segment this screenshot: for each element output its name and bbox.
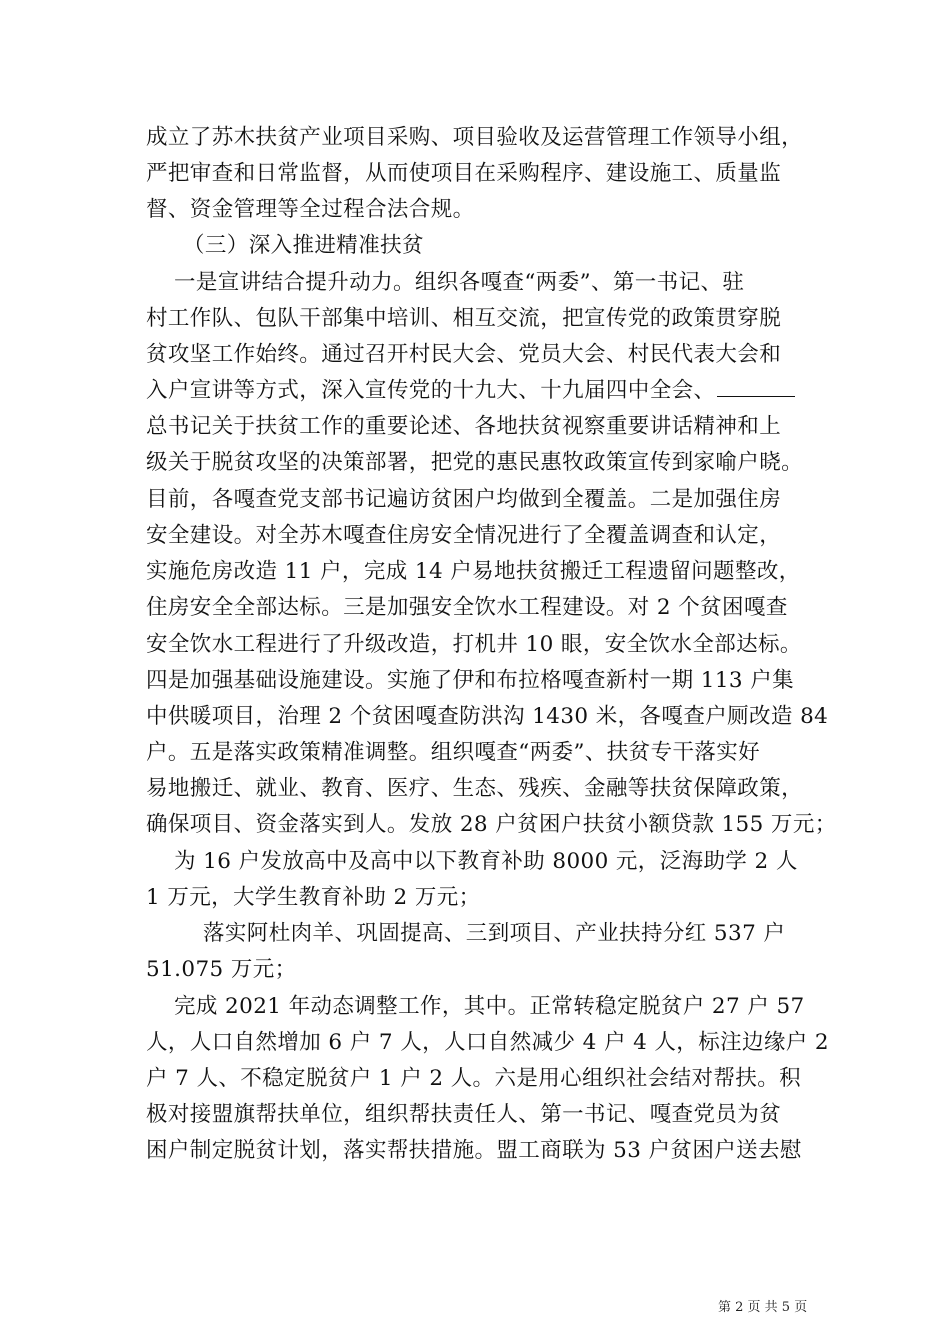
page-number-footer: 第 2 页 共 5 页 bbox=[718, 1300, 808, 1315]
text-line: 村工作队、包队干部集中培训、相互交流，把宣传党的政策贯穿脱 bbox=[146, 306, 782, 331]
text-line: 易地搬迁、就业、教育、医疗、生态、残疾、金融等扶贫保障政策， bbox=[146, 776, 804, 801]
text-line: 落实阿杜肉羊、巩固提高、三到项目、产业扶持分红 537 户 bbox=[203, 921, 786, 946]
text-line: 完成 2021 年动态调整工作，其中。正常转稳定脱贫户 27 户 57 bbox=[174, 994, 805, 1019]
text-line: 实施危房改造 11 户，完成 14 户易地扶贫搬迁工程遗留问题整改， bbox=[146, 559, 801, 584]
text-segment: 入户宣讲等方式，深入宣传党的十九大、十九届四中全会、 bbox=[146, 378, 716, 403]
section-heading: （三）深入推进精准扶贫 bbox=[183, 233, 424, 258]
text-line: 中供暖项目，治理 2 个贫困嘎查防洪沟 1430 米，各嘎查户厕改造 84 bbox=[146, 704, 829, 729]
text-line: 1 万元，大学生教育补助 2 万元； bbox=[146, 885, 481, 910]
text-line: 贫攻坚工作始终。通过召开村民大会、党员大会、村民代表大会和 bbox=[146, 342, 782, 367]
text-line: 51.075 万元； bbox=[146, 957, 297, 982]
text-line: 极对接盟旗帮扶单位，组织帮扶责任人、第一书记、嘎查党员为贫 bbox=[146, 1102, 782, 1127]
text-line: 安全建设。对全苏木嘎查住房安全情况进行了全覆盖调查和认定， bbox=[146, 523, 782, 548]
text-line: 户 7 人、不稳定脱贫户 1 户 2 人。六是用心组织社会结对帮扶。积 bbox=[146, 1066, 802, 1091]
text-line-with-blank bbox=[146, 376, 795, 406]
text-line: 督、资金管理等全过程合法合规。 bbox=[146, 197, 475, 222]
text-line: 总书记关于扶贫工作的重要论述、各地扶贫视察重要讲话精神和上 bbox=[146, 414, 782, 439]
text-line: 严把审查和日常监督，从而使项目在采购程序、建设施工、质量监 bbox=[146, 161, 782, 186]
blank-underline bbox=[717, 381, 795, 397]
text-line: 成立了苏木扶贫产业项目采购、项目验收及运营管理工作领导小组， bbox=[146, 125, 804, 150]
text-line: 级关于脱贫攻坚的决策部署，把党的惠民惠牧政策宣传到家喻户晓。 bbox=[146, 450, 804, 475]
text-line: 安全饮水工程进行了升级改造，打机井 10 眼，安全饮水全部达标。 bbox=[146, 632, 802, 657]
text-line: 四是加强基础设施建设。实施了伊和布拉格嘎查新村一期 113 户集 bbox=[146, 668, 795, 693]
text-line: 户。五是落实政策精准调整。组织嘎查“两委”、扶贫专干落实好 bbox=[146, 740, 761, 765]
text-line: 为 16 户发放高中及高中以下教育补助 8000 元，泛海助学 2 人 bbox=[174, 849, 798, 874]
text-line: 人，人口自然增加 6 户 7 人，人口自然减少 4 户 4 人，标注边缘户 2 bbox=[146, 1030, 830, 1055]
text-line: 一是宣讲结合提升动力。组织各嘎查“两委”、第一书记、驻 bbox=[174, 270, 745, 295]
text-line: 住房安全全部达标。三是加强安全饮水工程建设。对 2 个贫困嘎查 bbox=[146, 595, 788, 620]
text-line: 目前，各嘎查党支部书记遍访贫困户均做到全覆盖。二是加强住房 bbox=[146, 487, 782, 512]
text-line: 困户制定脱贫计划，落实帮扶措施。盟工商联为 53 户贫困户送去慰 bbox=[146, 1138, 802, 1163]
text-line: 确保项目、资金落实到人。发放 28 户贫困户扶贫小额贷款 155 万元； bbox=[146, 812, 837, 837]
